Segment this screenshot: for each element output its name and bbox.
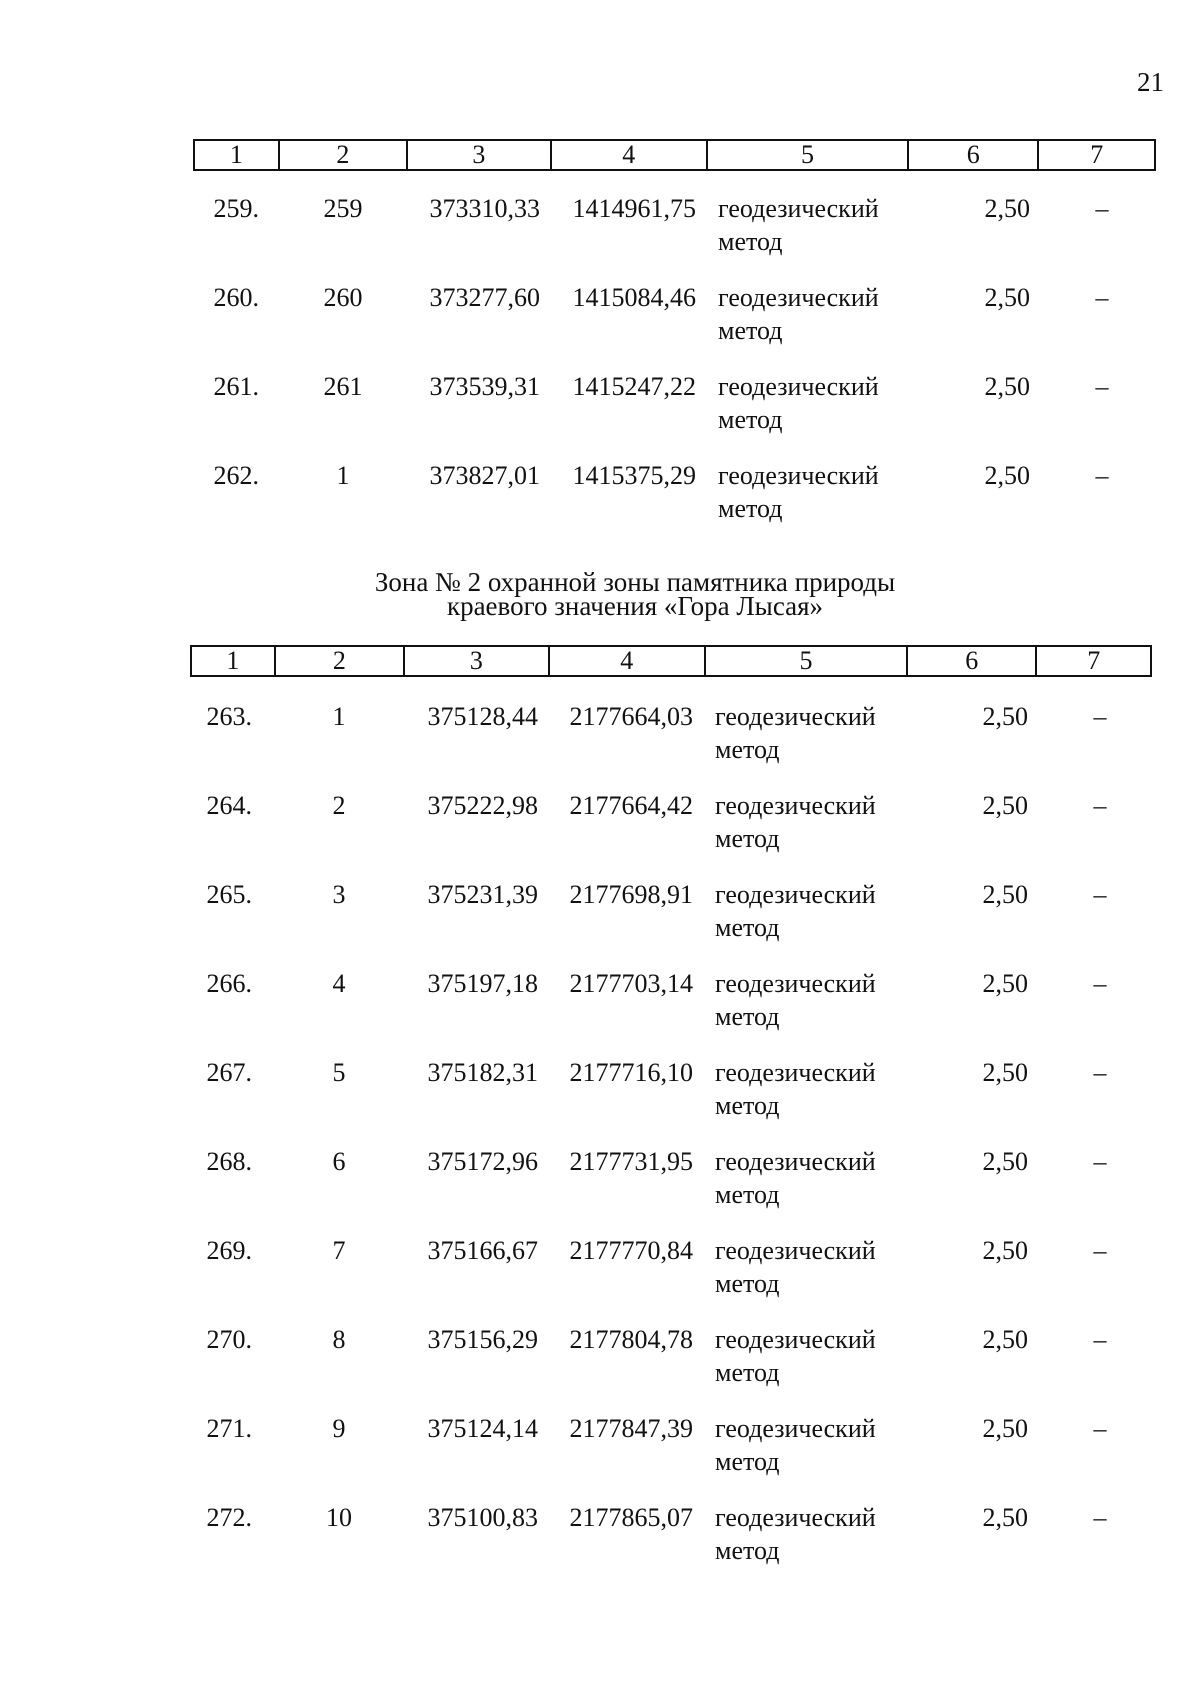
point-number: 4 [332,969,346,998]
coord-y: 2177698,91 [569,880,693,909]
point-number: 261 [323,372,363,401]
coord-y: 1415247,22 [572,372,696,401]
point-number: 5 [332,1058,346,1087]
table1-header-col-6: 6 [909,141,1039,169]
method: геодезический метод [718,461,879,523]
table2-body [0,700,1200,1590]
table-row [0,370,1200,459]
table1-header-col-2: 2 [280,141,408,169]
note: – [1093,1058,1107,1087]
point-number: 6 [332,1147,346,1176]
table-row [0,1234,1200,1323]
coord-x: 375231,39 [427,880,538,909]
table-row [0,281,1200,370]
table1-header-col-3: 3 [408,141,551,169]
row-number: 268. [206,1147,252,1176]
point-number: 9 [332,1414,346,1443]
coord-x: 375222,98 [427,791,538,820]
coord-x: 373827,01 [429,461,540,490]
accuracy: 2,50 [984,283,1030,312]
coord-x: 373310,33 [429,194,540,223]
point-number: 1 [336,461,350,490]
coord-y: 2177664,42 [569,791,693,820]
row-number: 261. [213,372,259,401]
accuracy: 2,50 [982,702,1028,731]
coord-x: 375128,44 [427,702,538,731]
note: – [1095,461,1109,490]
coord-x: 375156,29 [427,1325,538,1354]
row-number: 262. [213,461,259,490]
point-number: 1 [332,702,346,731]
note: – [1093,880,1107,909]
accuracy: 2,50 [984,461,1030,490]
table2-header-col-3: 3 [405,647,549,675]
method: геодезический метод [715,1058,876,1120]
coord-y: 1415084,46 [572,283,696,312]
coord-y: 2177664,03 [569,702,693,731]
table-row [0,1412,1200,1501]
coord-y: 2177731,95 [569,1147,693,1176]
table2-header-col-2: 2 [276,647,405,675]
table-row [0,1323,1200,1412]
table2-header-col-5: 5 [706,647,908,675]
table-row [0,789,1200,878]
table1-header-col-5: 5 [708,141,909,169]
table-row [0,967,1200,1056]
accuracy: 2,50 [982,1503,1028,1532]
accuracy: 2,50 [982,1325,1028,1354]
row-number: 270. [206,1325,252,1354]
note: – [1095,283,1109,312]
row-number: 272. [206,1503,252,1532]
coord-y: 2177865,07 [569,1503,693,1532]
coord-x: 373277,60 [429,283,540,312]
note: – [1095,372,1109,401]
coord-y: 2177804,78 [569,1325,693,1354]
accuracy: 2,50 [982,1236,1028,1265]
row-number: 271. [206,1414,252,1443]
method: геодезический метод [715,969,876,1031]
row-number: 259. [213,194,259,223]
table-row [0,878,1200,967]
table2-header-col-6: 6 [908,647,1037,675]
table-row [0,459,1200,548]
point-number: 7 [332,1236,346,1265]
zone-title-line-2: краевого значения «Гора Лысая» [446,591,824,621]
point-number: 10 [326,1503,352,1532]
table1-header-col-4: 4 [552,141,708,169]
table2-header-col-1: 1 [192,647,276,675]
row-number: 263. [206,702,252,731]
accuracy: 2,50 [982,1147,1028,1176]
accuracy: 2,50 [984,194,1030,223]
point-number: 260 [323,283,363,312]
method: геодезический метод [718,283,879,345]
method: геодезический метод [715,1147,876,1209]
note: – [1095,194,1109,223]
note: – [1093,1147,1107,1176]
method: геодезический метод [715,1503,876,1565]
table-row [0,700,1200,789]
coord-x: 373539,31 [429,372,540,401]
note: – [1093,702,1107,731]
table1-header [193,139,1156,171]
accuracy: 2,50 [982,791,1028,820]
row-number: 260. [213,283,259,312]
table-row [0,1145,1200,1234]
coord-y: 2177847,39 [569,1414,693,1443]
point-number: 2 [332,791,346,820]
table1-header-col-1: 1 [195,141,280,169]
method: геодезический метод [715,1325,876,1387]
coord-y: 2177703,14 [569,969,693,998]
coord-y: 1415375,29 [572,461,696,490]
method: геодезический метод [715,791,876,853]
row-number: 267. [206,1058,252,1087]
coord-x: 375100,83 [427,1503,538,1532]
row-number: 265. [206,880,252,909]
point-number: 3 [332,880,346,909]
table-row [0,1501,1200,1590]
accuracy: 2,50 [982,1058,1028,1087]
coord-y: 2177770,84 [569,1236,693,1265]
coord-x: 375166,67 [427,1236,538,1265]
table2-header-col-7: 7 [1087,646,1101,675]
note: – [1093,969,1107,998]
note: – [1093,1414,1107,1443]
coord-x: 375197,18 [427,969,538,998]
table1-header-col-7: 7 [1090,140,1104,169]
note: – [1093,1236,1107,1265]
method: геодезический метод [718,372,879,434]
table1-body [0,192,1200,548]
method: геодезический метод [715,702,876,764]
accuracy: 2,50 [984,372,1030,401]
accuracy: 2,50 [982,969,1028,998]
table-row [0,1056,1200,1145]
point-number: 8 [332,1325,346,1354]
coord-x: 375172,96 [427,1147,538,1176]
row-number: 266. [206,969,252,998]
table2-header [190,645,1152,677]
accuracy: 2,50 [982,880,1028,909]
row-number: 264. [206,791,252,820]
note: – [1093,1503,1107,1532]
accuracy: 2,50 [982,1414,1028,1443]
method: геодезический метод [715,1236,876,1298]
method: геодезический метод [715,1414,876,1476]
method: геодезический метод [718,194,879,256]
coord-x: 375182,31 [427,1058,538,1087]
table-row [0,192,1200,281]
zone-title-line-1: Зона № 2 охранной зоны памятника природы [374,567,896,597]
note: – [1093,791,1107,820]
zone-title [360,567,910,621]
method: геодезический метод [715,880,876,942]
note: – [1093,1325,1107,1354]
page-number: 21 [1137,67,1164,97]
point-number: 259 [323,194,363,223]
coord-x: 375124,14 [427,1414,538,1443]
row-number: 269. [206,1236,252,1265]
coord-y: 2177716,10 [569,1058,693,1087]
coord-y: 1414961,75 [572,194,696,223]
table2-header-col-4: 4 [550,647,706,675]
